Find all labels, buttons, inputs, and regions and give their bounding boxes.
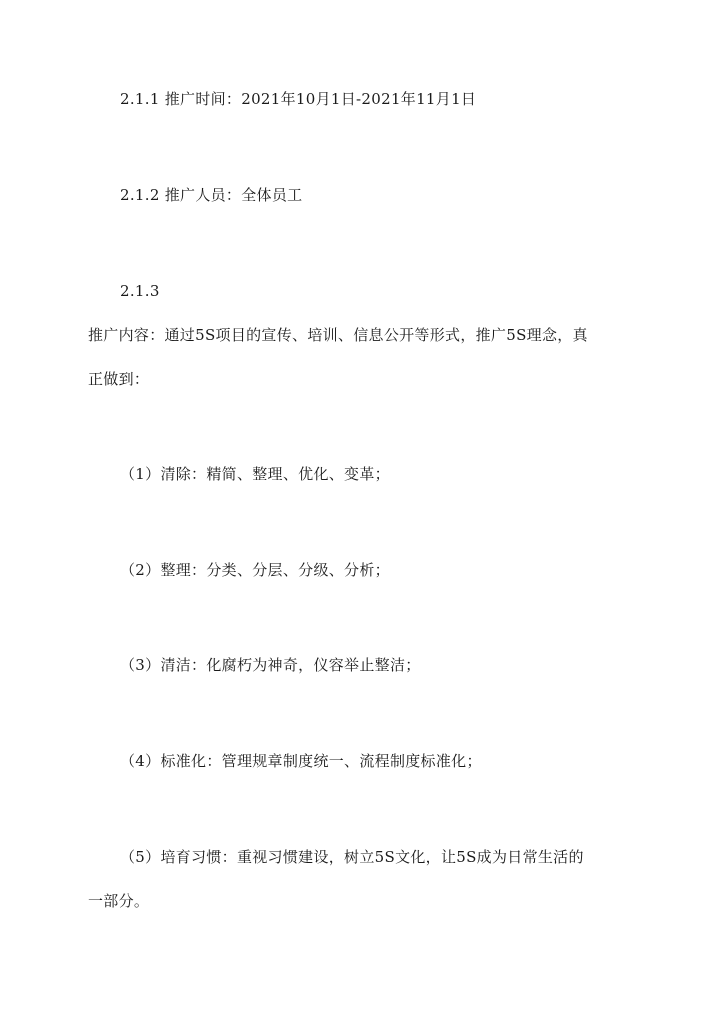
list-item-3-clean: （3）清洁：化腐朽为神奇，仪容举止整洁；	[120, 656, 421, 674]
list-item-2-organize: （2）整理：分类、分层、分级、分析；	[120, 561, 390, 579]
list-item-5-habit-line-2: 一部分。	[88, 892, 150, 910]
section-2-1-2-promotion-staff: 2.1.2 推广人员：全体员工	[120, 186, 303, 204]
list-item-4-standardize: （4）标准化：管理规章制度统一、流程制度标准化；	[120, 752, 482, 770]
promotion-content-line-2: 正做到：	[88, 370, 150, 388]
promotion-content-line-1: 推广内容：通过5S项目的宣传、培训、信息公开等形式，推广5S理念，真	[88, 326, 588, 344]
list-item-1-clear: （1）清除：精简、整理、优化、变革；	[120, 465, 390, 483]
section-2-1-1-promotion-time: 2.1.1 推广时间：2021年10月1日-2021年11月1日	[120, 90, 477, 108]
section-2-1-3-heading: 2.1.3	[120, 282, 160, 300]
list-item-5-habit-line-1: （5）培育习惯：重视习惯建设，树立5S文化，让5S成为日常生活的	[120, 848, 584, 866]
